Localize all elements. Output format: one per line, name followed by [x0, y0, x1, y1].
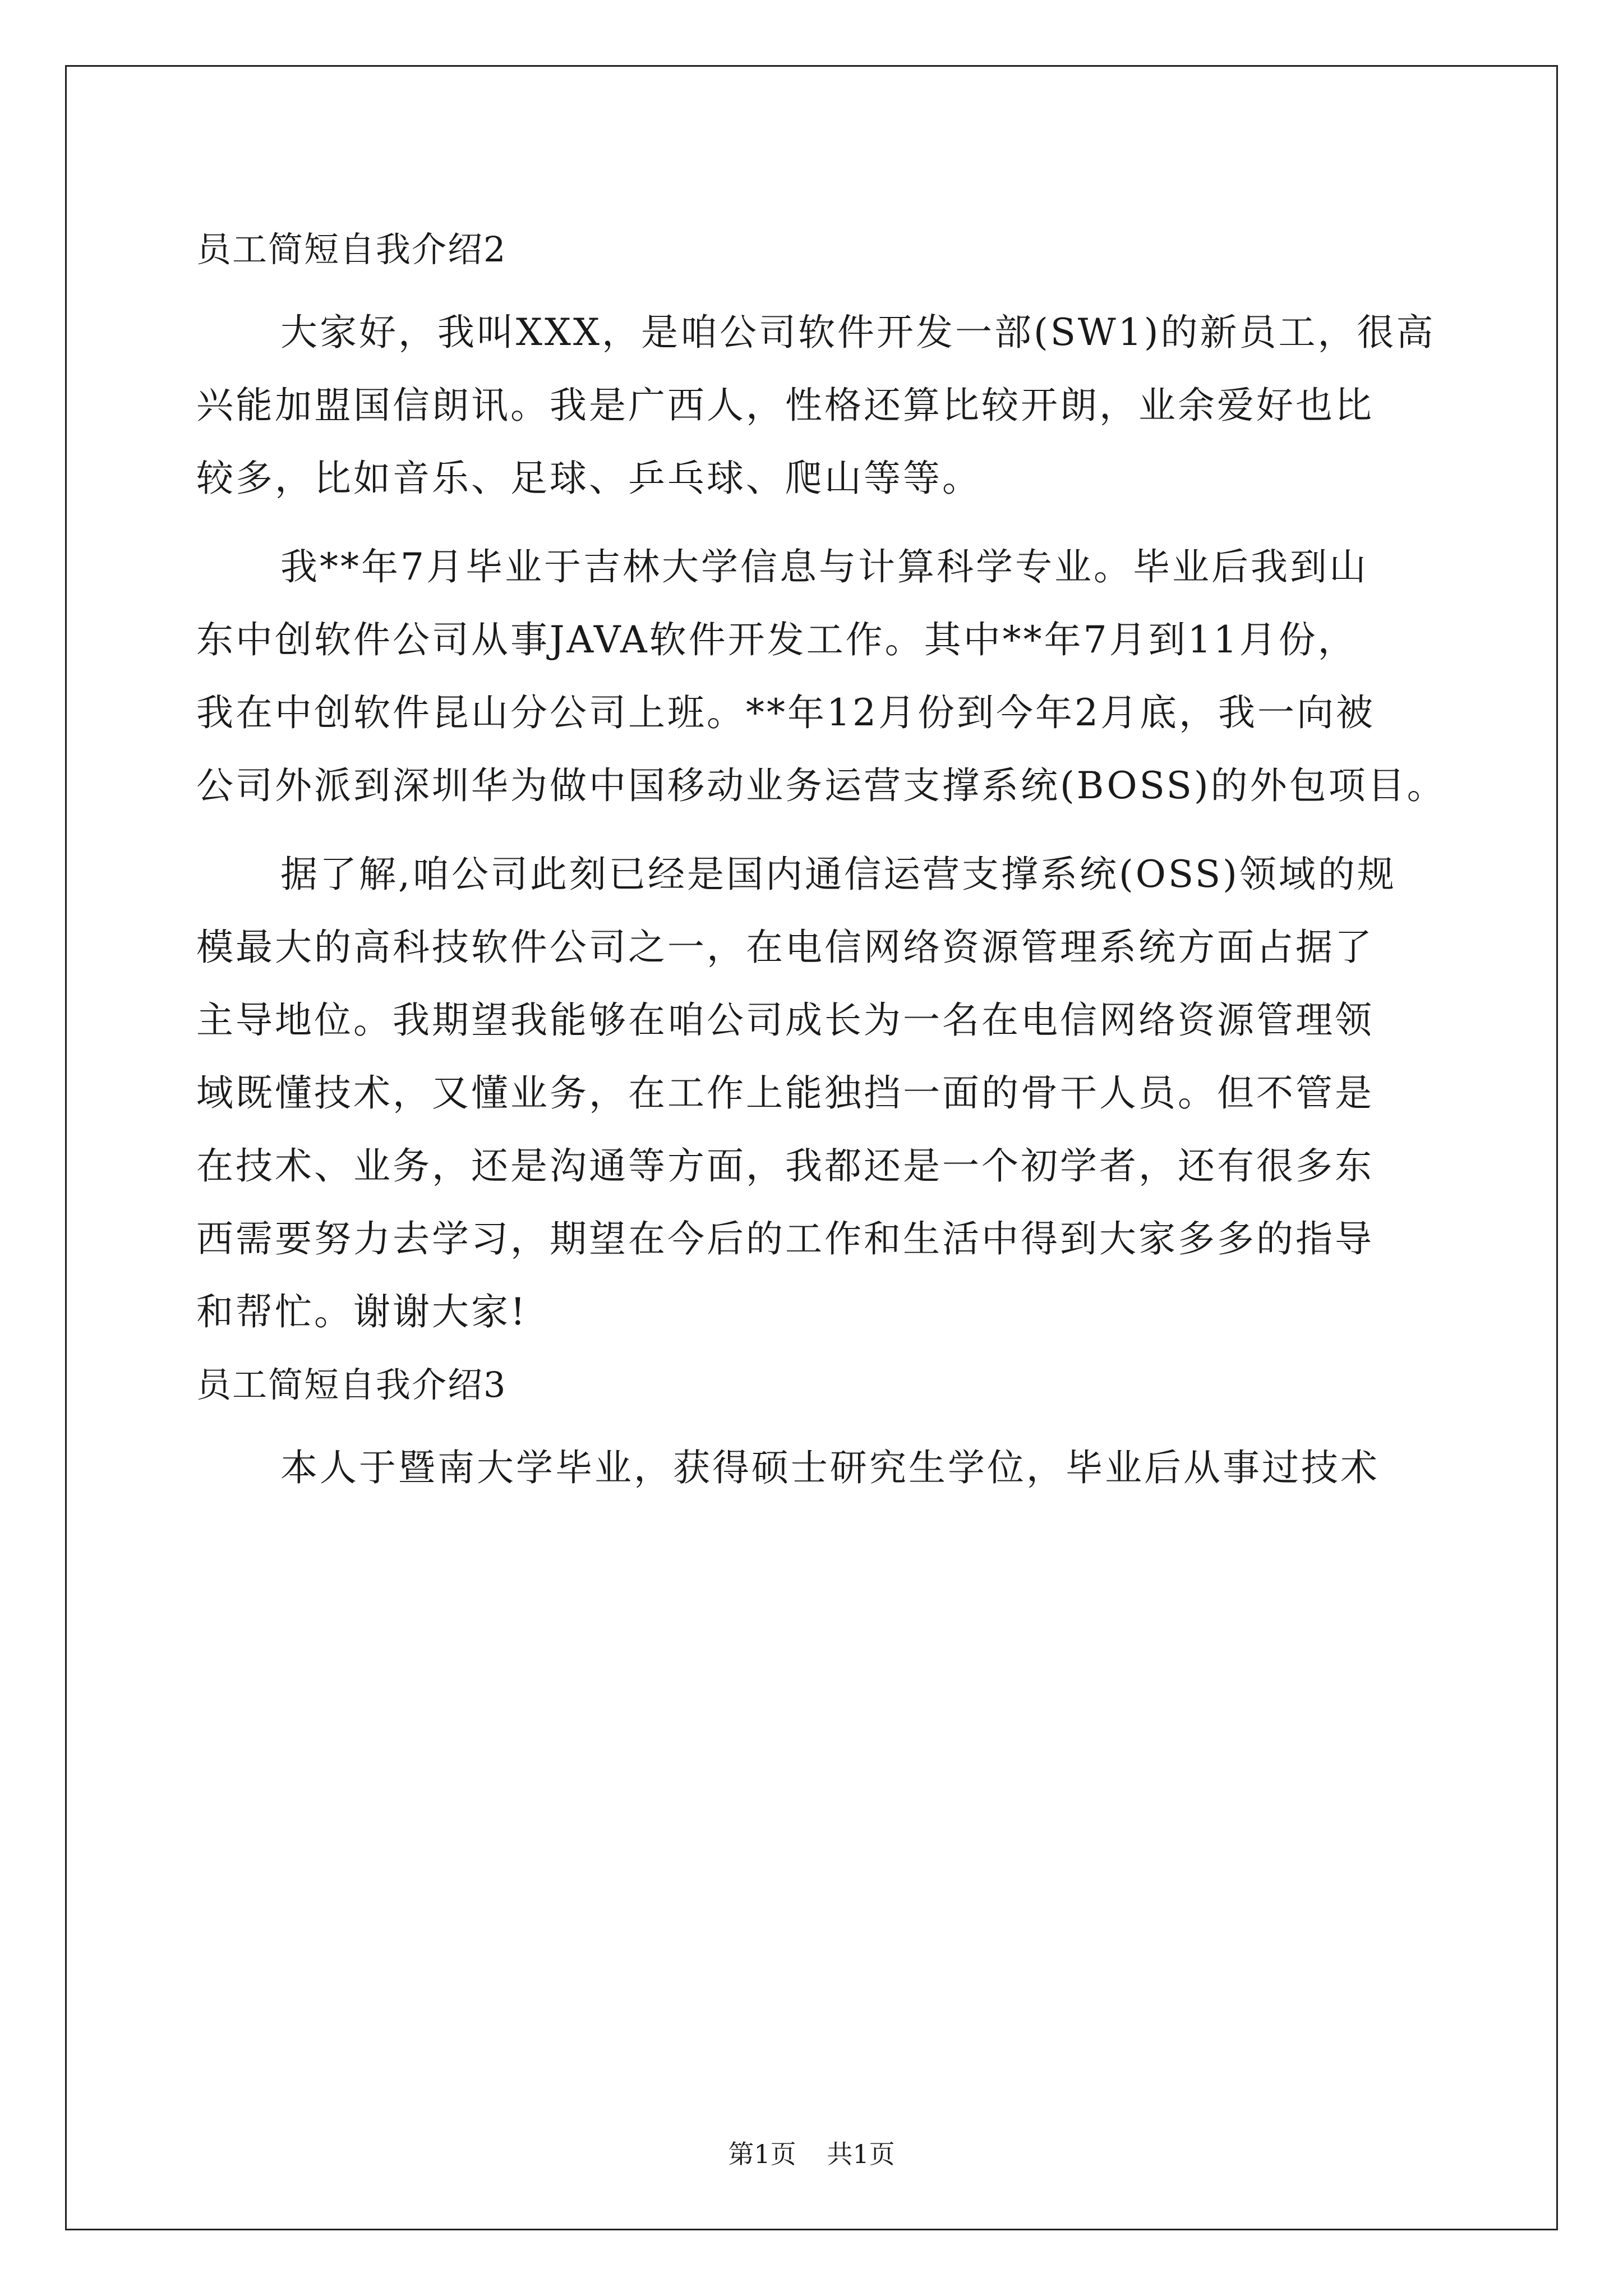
- document-body: [196, 219, 1446, 1504]
- paragraph-1: [196, 296, 1436, 515]
- paragraph-2: [196, 531, 1446, 822]
- section-heading-3: 员工简短自我介绍3: [196, 1364, 507, 1405]
- paragraph-line: 本人于暨南大学毕业，获得硕士研究生学位，毕业后从事过技术: [280, 1446, 1380, 1489]
- paragraph-line: 模最大的高科技软件公司之一，在电信网络资源管理系统方面占据了: [196, 926, 1374, 969]
- paragraph-line: 在技术、业务，还是沟通等方面，我都还是一个初学者，还有很多东: [196, 1144, 1374, 1188]
- section-heading-2: 员工简短自我介绍2: [196, 229, 507, 270]
- paragraph-line: 公司外派到深圳华为做中国移动业务运营支撑系统(BOSS)的外包项目。: [196, 764, 1446, 807]
- paragraph-line: 我在中创软件昆山分公司上班。**年12月份到今年2月底，我一向被: [196, 691, 1375, 734]
- paragraph-line: 大家好，我叫XXX，是咱公司软件开发一部(SW1)的新员工，很高: [280, 311, 1436, 354]
- paragraph-line: 西需要努力去学习，期望在今后的工作和生活中得到大家多多的指导: [196, 1217, 1374, 1260]
- paragraph-line: 域既懂技术，又懂业务，在工作上能独挡一面的骨干人员。但不管是: [196, 1071, 1374, 1115]
- page-footer: [0, 2137, 1623, 2171]
- page-current-label: 第1页: [728, 2139, 796, 2169]
- paragraph-line: 据了解,咱公司此刻已经是国内通信运营支撑系统(OSS)领域的规: [280, 853, 1396, 896]
- paragraph-line: 较多，比如音乐、足球、乒乓球、爬山等等。: [196, 457, 981, 500]
- paragraph-3: [196, 838, 1436, 1349]
- paragraph-line: 主导地位。我期望我能够在咱公司成长为一名在电信网络资源管理领: [196, 999, 1374, 1042]
- paragraph-line: 我**年7月毕业于吉林大学信息与计算科学专业。毕业后我到山: [280, 545, 1368, 588]
- paragraph-line: 东中创软件公司从事JAVA软件开发工作。其中**年7月到11月份，: [196, 618, 1357, 661]
- page-total-label: 共1页: [827, 2139, 895, 2169]
- paragraph-4: [196, 1432, 1436, 1504]
- paragraph-line: 兴能加盟国信朗讯。我是广西人，性格还算比较开朗，业余爱好也比: [196, 384, 1374, 427]
- paragraph-line: 和帮忙。谢谢大家!: [196, 1290, 528, 1333]
